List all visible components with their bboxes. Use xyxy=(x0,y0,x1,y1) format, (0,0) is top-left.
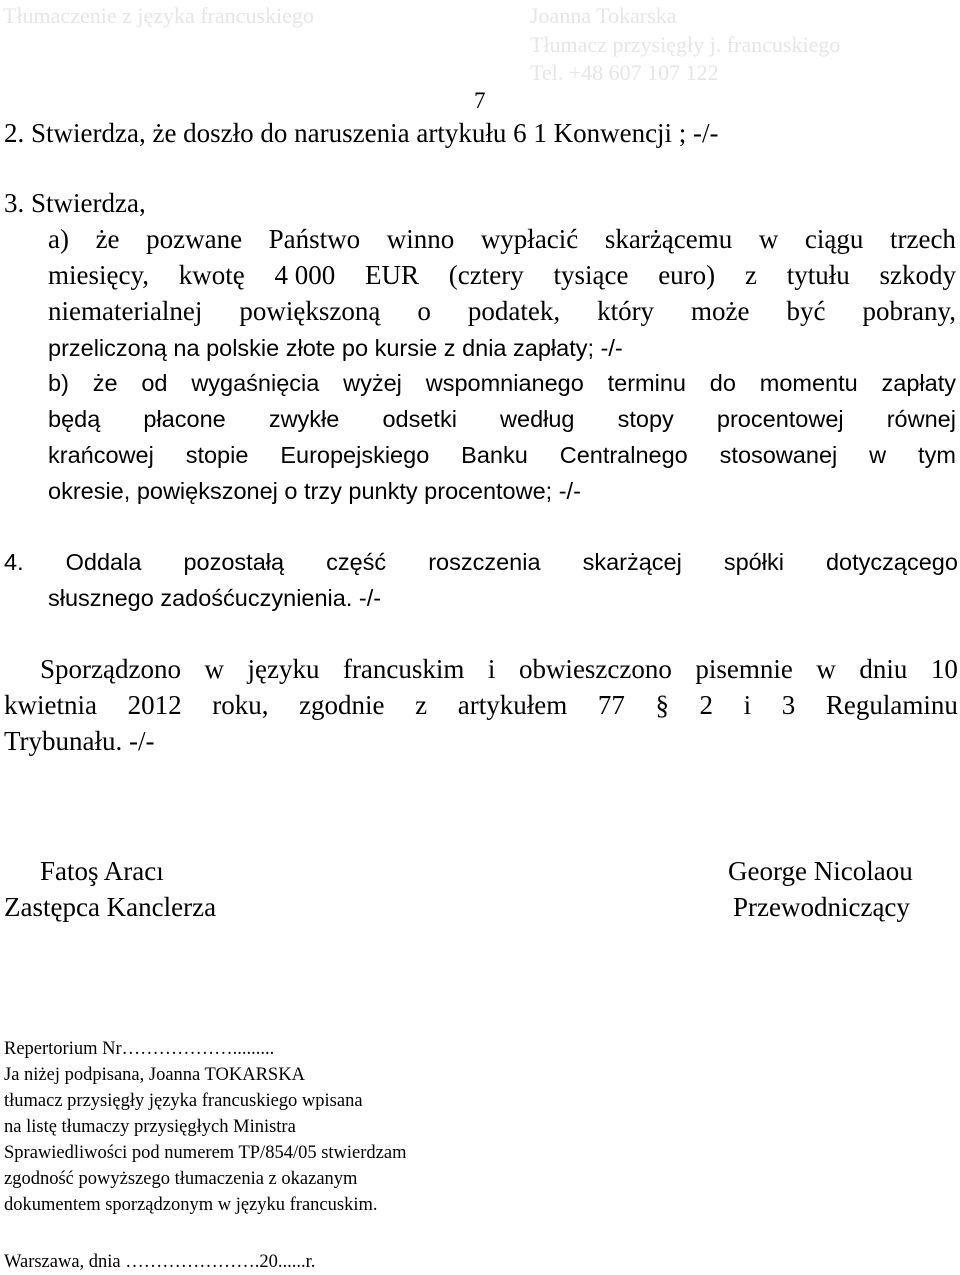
item-3b-line xyxy=(48,404,956,434)
word: pozwane xyxy=(146,224,243,254)
item-3b-line xyxy=(48,368,956,398)
header-translator-phone: Tel. +48 607 107 122 xyxy=(530,60,719,85)
word: kwietnia xyxy=(4,690,97,720)
word: EUR xyxy=(365,260,419,290)
item-4-line xyxy=(4,547,958,577)
item-3a-line xyxy=(48,260,956,290)
word: że xyxy=(95,224,120,254)
word: 2 xyxy=(699,690,714,720)
word: zwykłe xyxy=(268,406,340,432)
item-3a-line xyxy=(48,296,956,326)
word: dotyczącego xyxy=(825,549,958,575)
word: pobrany, xyxy=(862,296,956,326)
word: roszczenia xyxy=(428,549,541,575)
word: dniu xyxy=(859,654,908,684)
word: pozostałą xyxy=(183,549,285,575)
page-number: 7 xyxy=(474,88,486,113)
word: krańcowej xyxy=(48,442,154,468)
word: wyżej xyxy=(343,370,402,396)
word: w xyxy=(869,442,887,468)
certification-line: Ja niżej podpisana, Joanna TOKARSKA xyxy=(4,1065,305,1085)
word: stosowanej xyxy=(719,442,838,468)
word: Państwo xyxy=(268,224,361,254)
certification-line: tłumacz przysięgły języka francuskiego wpisana xyxy=(4,1091,363,1111)
item-3a-line xyxy=(48,224,956,254)
word: języku xyxy=(247,654,320,684)
word: euro) xyxy=(658,260,716,290)
word: do xyxy=(709,370,736,396)
word: być xyxy=(786,296,826,326)
signature-left-name: Fatoş Aracı xyxy=(40,856,164,886)
word: Regulaminu xyxy=(825,690,958,720)
word: momentu xyxy=(759,370,858,396)
word: Sporządzono xyxy=(40,654,181,684)
word: 4 000 xyxy=(274,260,336,290)
signature-right-role: Przewodniczący xyxy=(733,892,910,922)
item-4-last-line: słusznego zadośćuczynienia. -/- xyxy=(48,585,382,611)
header-translator-name: Joanna Tokarska xyxy=(530,3,677,28)
item-2: 2. Stwierdza, że doszło do naruszenia artykułu 6 1 Konwencji ; -/- xyxy=(4,118,719,148)
word: wypłacić xyxy=(480,224,579,254)
word: kwotę xyxy=(178,260,245,290)
word: w xyxy=(204,654,224,684)
word: tysiące xyxy=(553,260,629,290)
word: 2012 xyxy=(127,690,182,720)
closing-line xyxy=(40,654,958,684)
word: stopy xyxy=(617,406,674,432)
word: z xyxy=(415,690,428,720)
word: § xyxy=(655,690,669,720)
word: zapłaty xyxy=(881,370,956,396)
signature-left-role: Zastępca Kanclerza xyxy=(4,892,217,922)
word: a) xyxy=(48,224,69,254)
word: 10 xyxy=(930,654,958,684)
word: roku, xyxy=(212,690,269,720)
word: pisemnie xyxy=(695,654,793,684)
word: zgodnie xyxy=(299,690,385,720)
word: część xyxy=(326,549,387,575)
word: tym xyxy=(918,442,956,468)
word: skarżącej xyxy=(582,549,682,575)
word: płacone xyxy=(143,406,226,432)
word: szkody xyxy=(879,260,956,290)
word: 4. xyxy=(4,549,24,575)
certification-line: na listę tłumaczy przysięgłych Ministra xyxy=(4,1117,296,1137)
header-translator-title: Tłumacz przysięgły j. francuskiego xyxy=(530,32,841,57)
word: wspomnianego xyxy=(425,370,584,396)
word: (cztery xyxy=(448,260,524,290)
word: równej xyxy=(886,406,956,432)
word: Banku xyxy=(461,442,528,468)
word: Centralnego xyxy=(559,442,688,468)
word: i xyxy=(743,690,752,720)
word: 3 xyxy=(781,690,796,720)
word: niematerialnej xyxy=(48,296,203,326)
word: b) xyxy=(48,370,69,396)
word: że xyxy=(92,370,118,396)
item-3b-last-line: okresie, powiększonej o trzy punkty procentowe; -/- xyxy=(48,478,581,504)
word: tytułu xyxy=(786,260,850,290)
certification-date: Warszawa, dnia ………………….20......r. xyxy=(4,1252,316,1272)
word: w xyxy=(816,654,836,684)
word: artykułem xyxy=(457,690,568,720)
word: podatek, xyxy=(467,296,561,326)
word: spółki xyxy=(723,549,784,575)
word: ciągu xyxy=(804,224,864,254)
word: według xyxy=(500,406,575,432)
word: od xyxy=(141,370,168,396)
item-3b-line xyxy=(48,440,956,470)
word: 77 xyxy=(597,690,625,720)
certification-line: dokumentem sporządzonym w języku francuskim. xyxy=(4,1195,378,1215)
word: który xyxy=(597,296,655,326)
word: procentowej xyxy=(716,406,844,432)
word: obwieszczono xyxy=(518,654,672,684)
closing-line xyxy=(4,690,958,720)
closing-last-line: Trybunału. -/- xyxy=(4,726,155,756)
word: stopie xyxy=(185,442,249,468)
word: Europejskiego xyxy=(280,442,430,468)
certification-line: Sprawiedliwości pod numerem TP/854/05 stwierdzam xyxy=(4,1143,407,1163)
word: i xyxy=(487,654,496,684)
word: będą xyxy=(48,406,101,432)
word: może xyxy=(691,296,750,326)
word: trzech xyxy=(889,224,956,254)
word: terminu xyxy=(607,370,686,396)
item-3-heading: 3. Stwierdza, xyxy=(4,188,146,218)
word: francuskim xyxy=(342,654,465,684)
word: winno xyxy=(386,224,455,254)
item-3a-last-line: przeliczoną na polskie złote po kursie z dnia zapłaty; -/- xyxy=(48,335,623,361)
word: o xyxy=(417,296,431,326)
certification-line: zgodność powyższego tłumaczenia z okazanym xyxy=(4,1169,358,1189)
word: miesięcy, xyxy=(48,260,149,290)
word: powiększoną xyxy=(239,296,381,326)
signature-right-name: George Nicolaou xyxy=(728,856,913,886)
word: Oddala xyxy=(65,549,142,575)
header-left: Tłumaczenie z języka francuskiego xyxy=(3,3,314,28)
word: w xyxy=(758,224,779,254)
word: wygaśnięcia xyxy=(191,370,320,396)
word: skarżącemu xyxy=(604,224,733,254)
word: z xyxy=(744,260,757,290)
repertorium-line: Repertorium Nr………………......... xyxy=(4,1039,275,1059)
word: odsetki xyxy=(382,406,457,432)
